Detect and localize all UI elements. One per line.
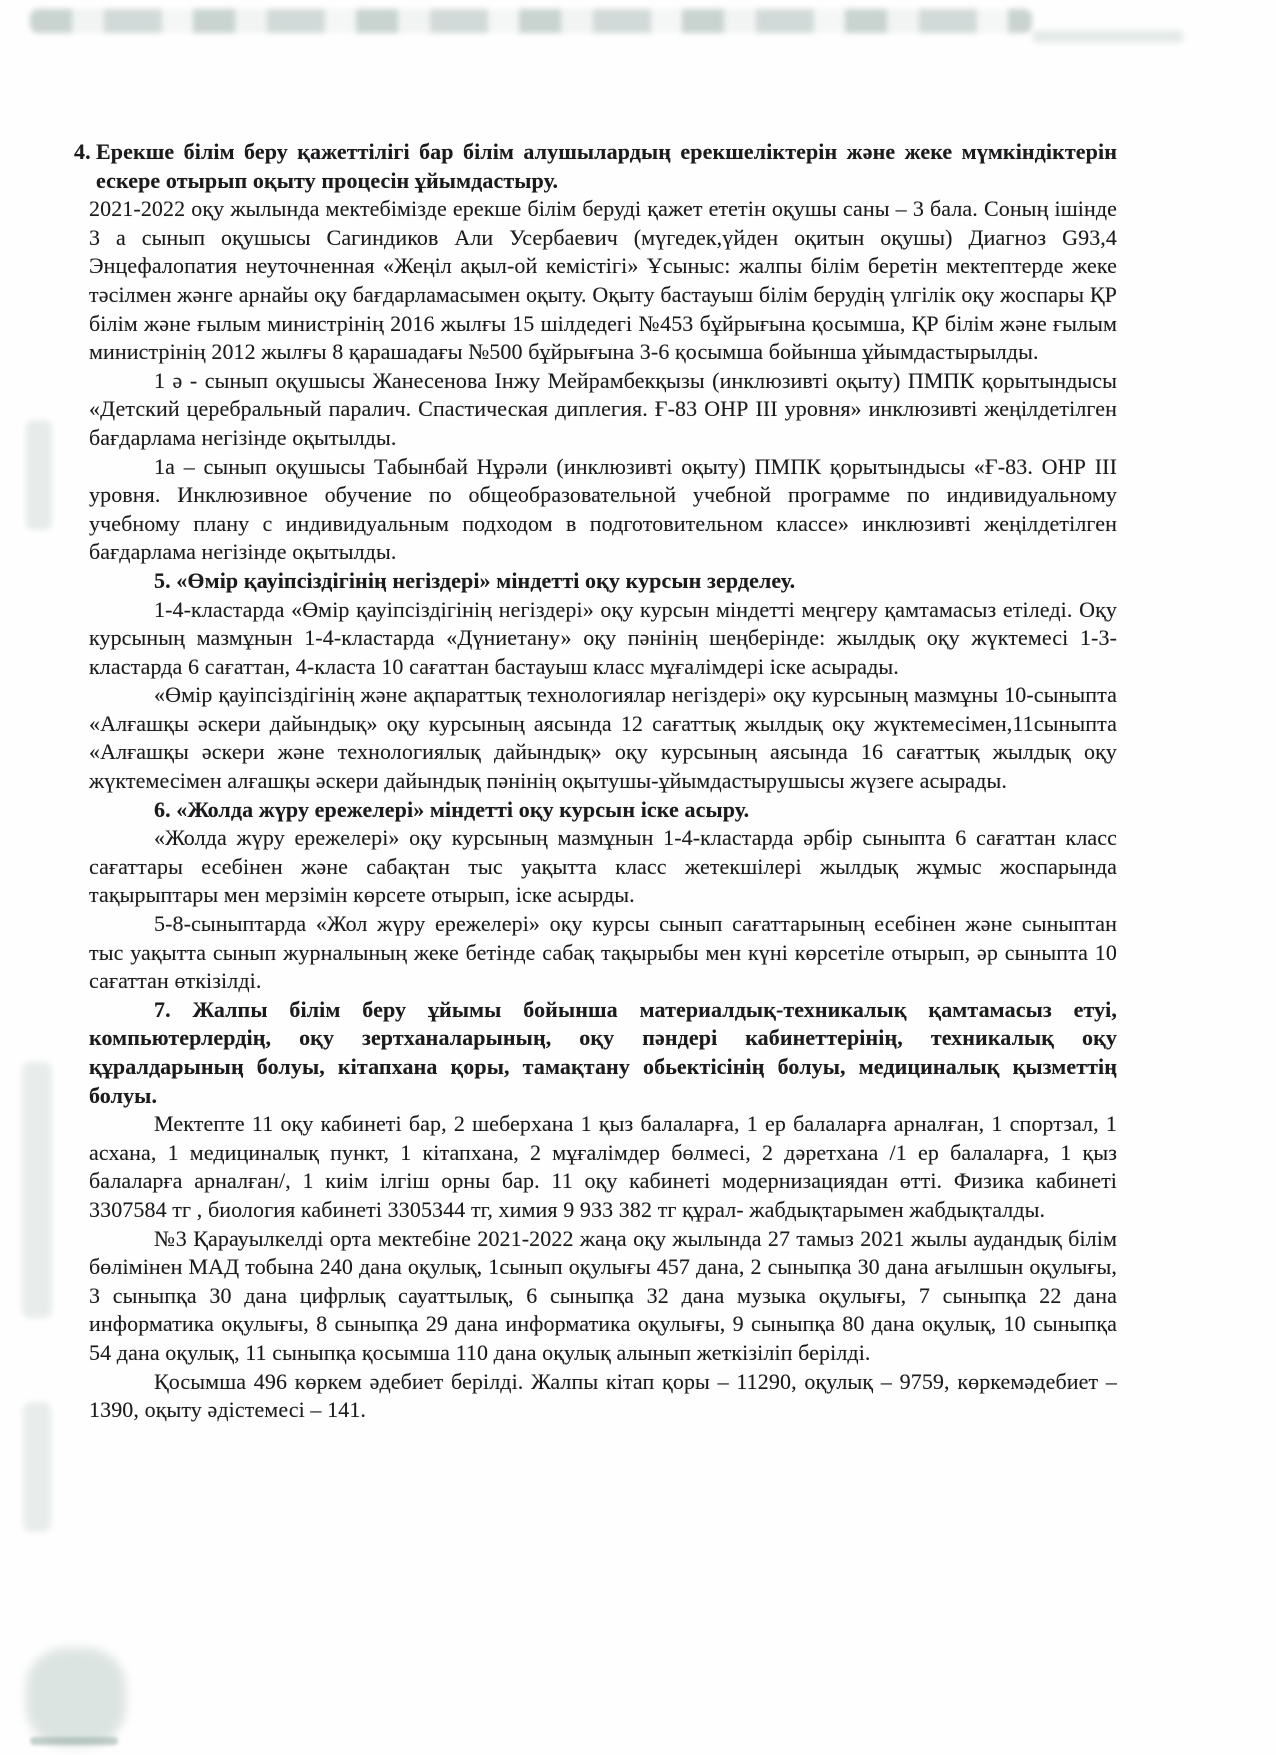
list-item-heading-text: Ерекше білім беру қажеттілігі бар білім алушылардың ерекшеліктерін және жеке мүмкіндіктерін ескере отырып оқыту процесін ұйымдастыру. — [96, 139, 1117, 193]
scan-artifact-left-edge — [26, 420, 52, 530]
section-heading: 5. «Өмір қауіпсіздігінің негіздері» міндетті оқу курсын зерделеу. — [154, 567, 796, 593]
scan-artifact-bottom-left-strip — [30, 1737, 118, 1745]
paragraph: 1а – сынып оқушысы Табынбай Нұрәли (инклюзивті оқыту) ПМПК қорытындысы «Ғ-83. ОНР III уровня. Инклюзивное обучение по общеобразовательной учебной программе по индивидуальному учебному плану с индивидуальным подходом в подготовительном классе» инклюзивті жеңілдетілген бағдарлама негізінде оқытылды. — [89, 453, 1117, 565]
scan-artifact-top-edge-tail — [1032, 30, 1184, 43]
paragraph: 5-8-сыныптарда «Жол жүру ережелері» оқу курсы сынып сағаттарының есебінен және сыныптан тыс уақытта сынып журналының жеке бетінде сабақ тақырыбы мен күні көрсетіле отырып, әр сыныпта 10 сағаттан өткізілді. — [89, 911, 1117, 994]
paragraph: 1-4-кластарда «Өмір қауіпсіздігінің негіздері» оқу курсын міндетті меңгеру қамтамасыз етіледі. Оқу курсының мазмұнын 1-4-кластарда «Дүниетану» оқу пәнінің шеңберінде: жылдық оқу жүктемесі 1-3-кластарда 6 сағаттан, 4-класта 10 сағаттан бастауыш класс мұғалімдері іске асырады. — [89, 596, 1117, 679]
section-heading: 7. Жалпы білім беру ұйымы бойынша материалдық-техникалық қамтамасыз етуі, компьютерлердің, оқу зертханаларының, оқу пәндері кабинеттерінің, техникалық оқу құралдарының болуы, кітапхана қоры, тамақтану обьектісінің болуы, медициналық қызметтің болуы. — [89, 996, 1117, 1108]
paragraph: Қосымша 496 көркем әдебиет берілді. Жалпы кітап қоры – 11290, оқулық – 9759, көркемәдебиет – 1390, оқыту әдістемесі – 141. — [89, 1368, 1117, 1423]
paragraph: №3 Қарауылкелді орта мектебіне 2021-2022 жаңа оқу жылында 27 тамыз 2021 жылы аудандық білім бөлімінен МАД тобына 240 дана оқулық, 1сынып оқулығы 457 дана, 2 сыныпқа 30 дана ағылшын оқулығы, 3 сыныпқа 30 дана цифрлық сауаттылық, 6 сыныпқа 32 дана музыка оқулығы, 7 сыныпқа 22 дана информатика оқулығы, 8 сыныпқа 29 дана информатика оқулығы, 9 сыныпқа 80 дана оқулық, 10 сыныпқа 54 дана оқулық, 11 сыныпқа қосымша 110 дана оқулық алынып жеткізіліп берілді. — [89, 1225, 1117, 1365]
section-heading: 6. «Жолда жүру ережелері» міндетті оқу курсын іске асыру. — [154, 796, 750, 822]
paragraph: «Өмір қауіпсіздігінің және ақпараттық технологиялар негіздері» оқу курсының мазмұны 10-сыныпта «Алғашқы әскери дайындық» оқу курсының аясында 12 сағаттық жылдық оқу жүктемесімен,11сыныпта «Алғашқы әскери және технологиялық дайындық» оқу курсының аясында 16 сағаттық жылдық оқу жүктемесімен алғашқы әскери дайындық пәнінің оқытушы-ұйымдастырушысы жүзеге асырады. — [89, 682, 1117, 794]
scan-artifact-bottom-left-corner — [26, 1648, 126, 1746]
paragraph: «Жолда жүру ережелері» оқу курсының мазмұнын 1-4-кластарда әрбір сыныпта 6 сағаттан класс сағаттары есебінен және сабақтан тыс уақытта класс жетекшілері жылдық жұмыс жоспарында тақырыптары мен мерзімін көрсете отырып, іске асырды. — [89, 825, 1117, 908]
scan-artifact-left-edge — [23, 1402, 51, 1532]
list-item-heading — [74, 138, 1117, 195]
document-text-block — [74, 138, 1117, 1425]
paragraph: 1 ә - сынып оқушысы Жанесенова Інжу Мейрамбекқызы (инклюзивті оқыту) ПМПК қорытындысы «Детский церебральный паралич. Спастическая диплегия. Ғ-83 ОНР III уровня» инклюзивті жеңілдетілген бағдарлама негізінде оқытылды. — [89, 367, 1117, 450]
paragraph: Мектепте 11 оқу кабинеті бар, 2 шеберхана 1 қыз балаларға, 1 ер балаларға арналған, 1 спортзал, 1 асхана, 1 медициналық пункт, 1 кітапхана, 2 мұғалімдер бөлмесі, 2 дәретхана /1 ер балаларға, 1 қыз балаларға арналған/, 1 киім ілгіш орны бар. 11 оқу кабинеті модернизациядан өтті. Физика кабинеті 3307584 тг , биология кабинеті 3305344 тг, химия 9 933 382 тг құрал- жабдықтарымен жабдықталды. — [89, 1111, 1117, 1222]
paragraph: 2021-2022 оқу жылында мектебімізде ерекше білім беруді қажет ететін оқушы саны – 3 бала. Соның ішінде 3 а сынып оқушысы Сагиндиков Али Усербаевич (мүгедек,үйден оқитын оқушы) Диагноз G93,4 Энцефалопатия неуточненная «Жеңіл ақыл-ой кемістігі» Ұсыныс: жалпы білім беретін мектептерде жеке тәсілмен жәнге арнайы оқу бағдарламасымен оқыту. Оқыту бастауыш білім берудің үлгілік оқу жоспары ҚР білім және ғылым министрінің 2016 жылғы 15 шілдедегі №453 бұйрығына қосымша, ҚР білім және ғылым министрінің 2012 жылғы 8 қарашадағы №500 бұйрығына 3-6 қосымша бойынша ұйымдастырылды. — [89, 196, 1117, 365]
scan-artifact-top-edge — [30, 9, 1032, 33]
list-item-number: 4. — [74, 139, 91, 164]
scan-artifact-left-edge — [22, 1062, 52, 1318]
